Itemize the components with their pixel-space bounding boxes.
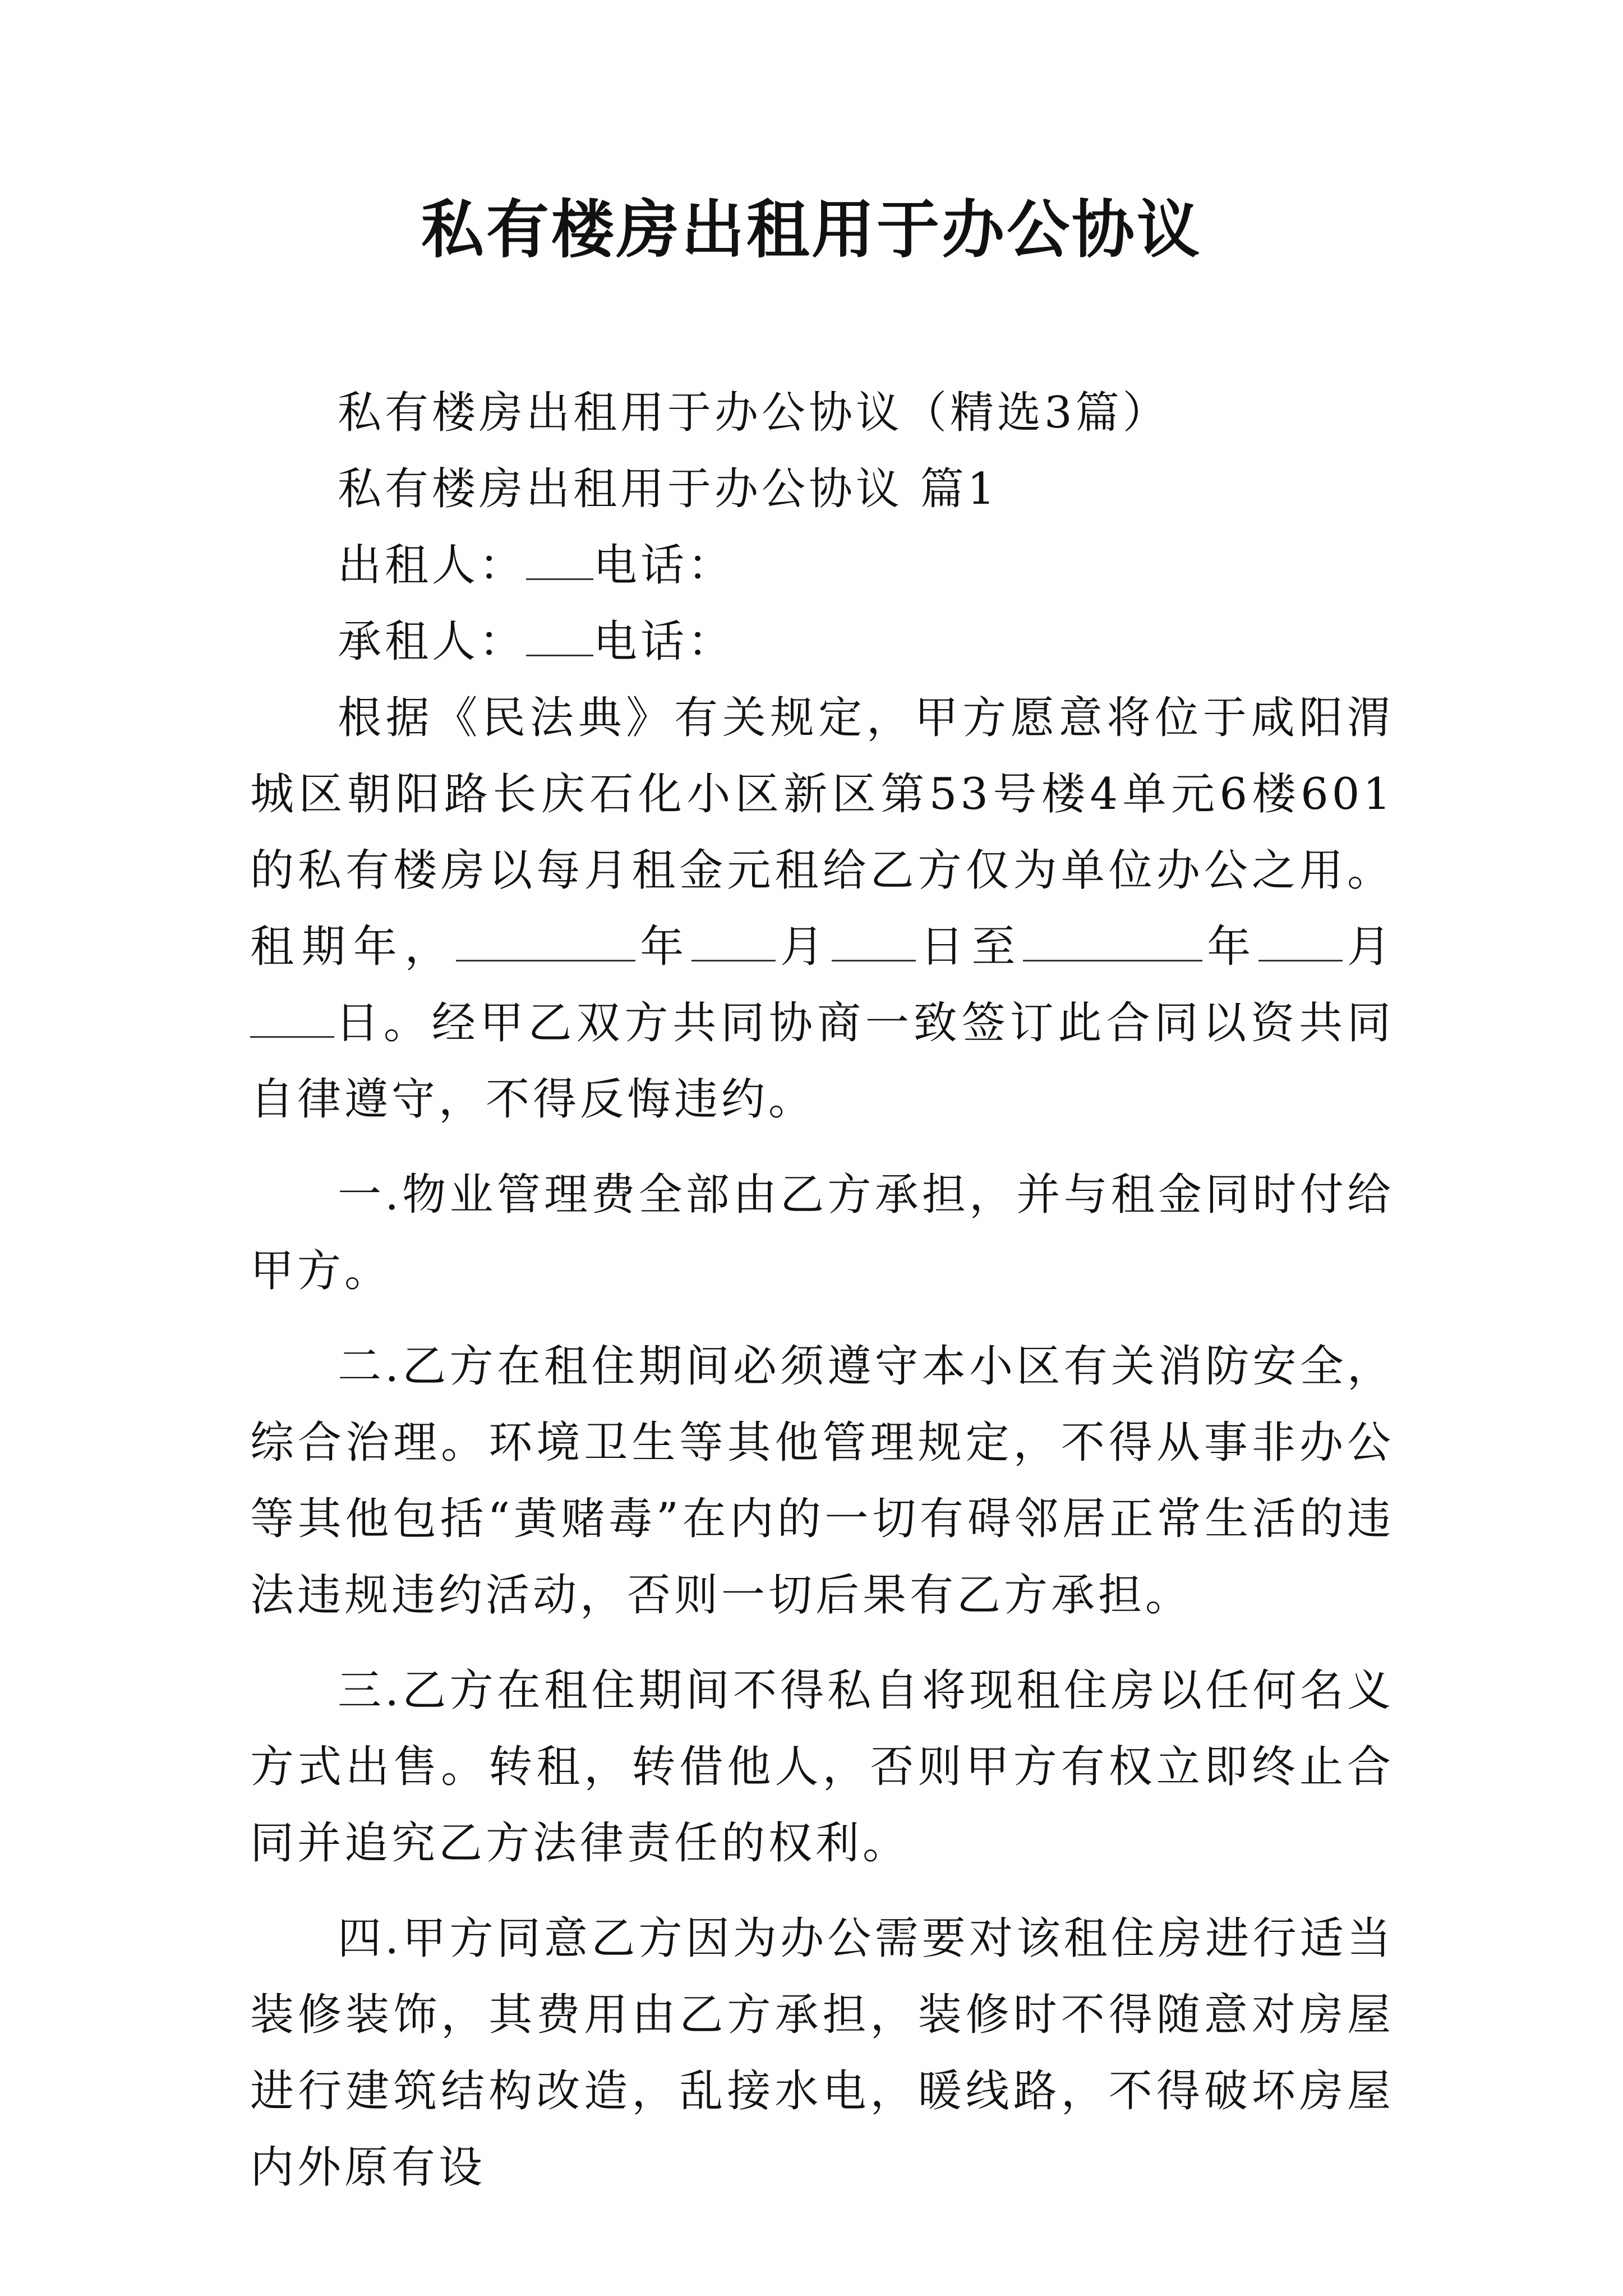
start-year-label: 年	[635, 922, 692, 972]
end-day-blank	[250, 1002, 334, 1038]
lessor-phone-label: 电话：	[593, 540, 735, 591]
document-title: 私有楼房出租用于办公协议	[421, 193, 1202, 266]
clause-4: 四.甲方同意乙方因为办公需要对该租住房进行适当装修装饰，其费用由乙方承担，装修时不得随意对房屋进行建筑结构改造，乱接水电，暖线路，不得破坏房屋内外原有设	[250, 1913, 1394, 2193]
section-heading: 私有楼房出租用于办公协议 篇1	[338, 464, 999, 514]
end-year-label: 年	[1202, 922, 1259, 972]
lessor-name-blank	[526, 545, 593, 580]
lessee-line	[250, 604, 1394, 680]
intro-paragraph	[250, 680, 1394, 1138]
clause-1: 一.物业管理费全部由乙方承担，并与租金同时付给甲方。	[250, 1170, 1394, 1296]
start-month-label: 月	[776, 922, 832, 972]
end-month-label: 月	[1343, 922, 1394, 972]
end-year-blank	[1023, 926, 1202, 961]
lessee-phone-label: 电话：	[593, 616, 735, 667]
end-month-blank	[1258, 926, 1343, 961]
start-day-blank	[832, 926, 916, 961]
end-day-label: 日。经甲乙双方共同协商一致签订此合同以资共同自律遵守，不得反悔违约。	[250, 998, 1394, 1125]
intro-text: 根据《民法典》有关规定，甲方愿意将位于咸阳渭城区朝阳路长庆石化小区新区第53号楼4单元6楼601的私有楼房以每月租金元租给乙方仅为单位办公之用。租期年，	[250, 693, 1394, 972]
start-year-blank	[456, 926, 635, 961]
document-body	[250, 375, 1394, 2206]
lessee-label: 承租人：	[338, 616, 527, 667]
lessor-line	[250, 527, 1394, 604]
clause-2: 二.乙方在租住期间必须遵守本小区有关消防安全，综合治理。环境卫生等其他管理规定，不得从事非办公等其他包括“黄赌毒”在内的一切有碍邻居正常生活的违法违规违约活动，否则一切后果有乙方承担。	[250, 1341, 1394, 1621]
clause-3: 三.乙方在租住期间不得私自将现租住房以任何名义方式出售。转租，转借他人，否则甲方有权立即终止合同并追究乙方法律责任的权利。	[250, 1665, 1394, 1869]
lessee-name-blank	[526, 621, 593, 656]
lessor-label: 出租人：	[338, 540, 527, 591]
start-day-label: 日至	[915, 922, 1023, 972]
start-month-blank	[691, 926, 776, 961]
subtitle: 私有楼房出租用于办公协议（精选3篇）	[338, 388, 1170, 438]
